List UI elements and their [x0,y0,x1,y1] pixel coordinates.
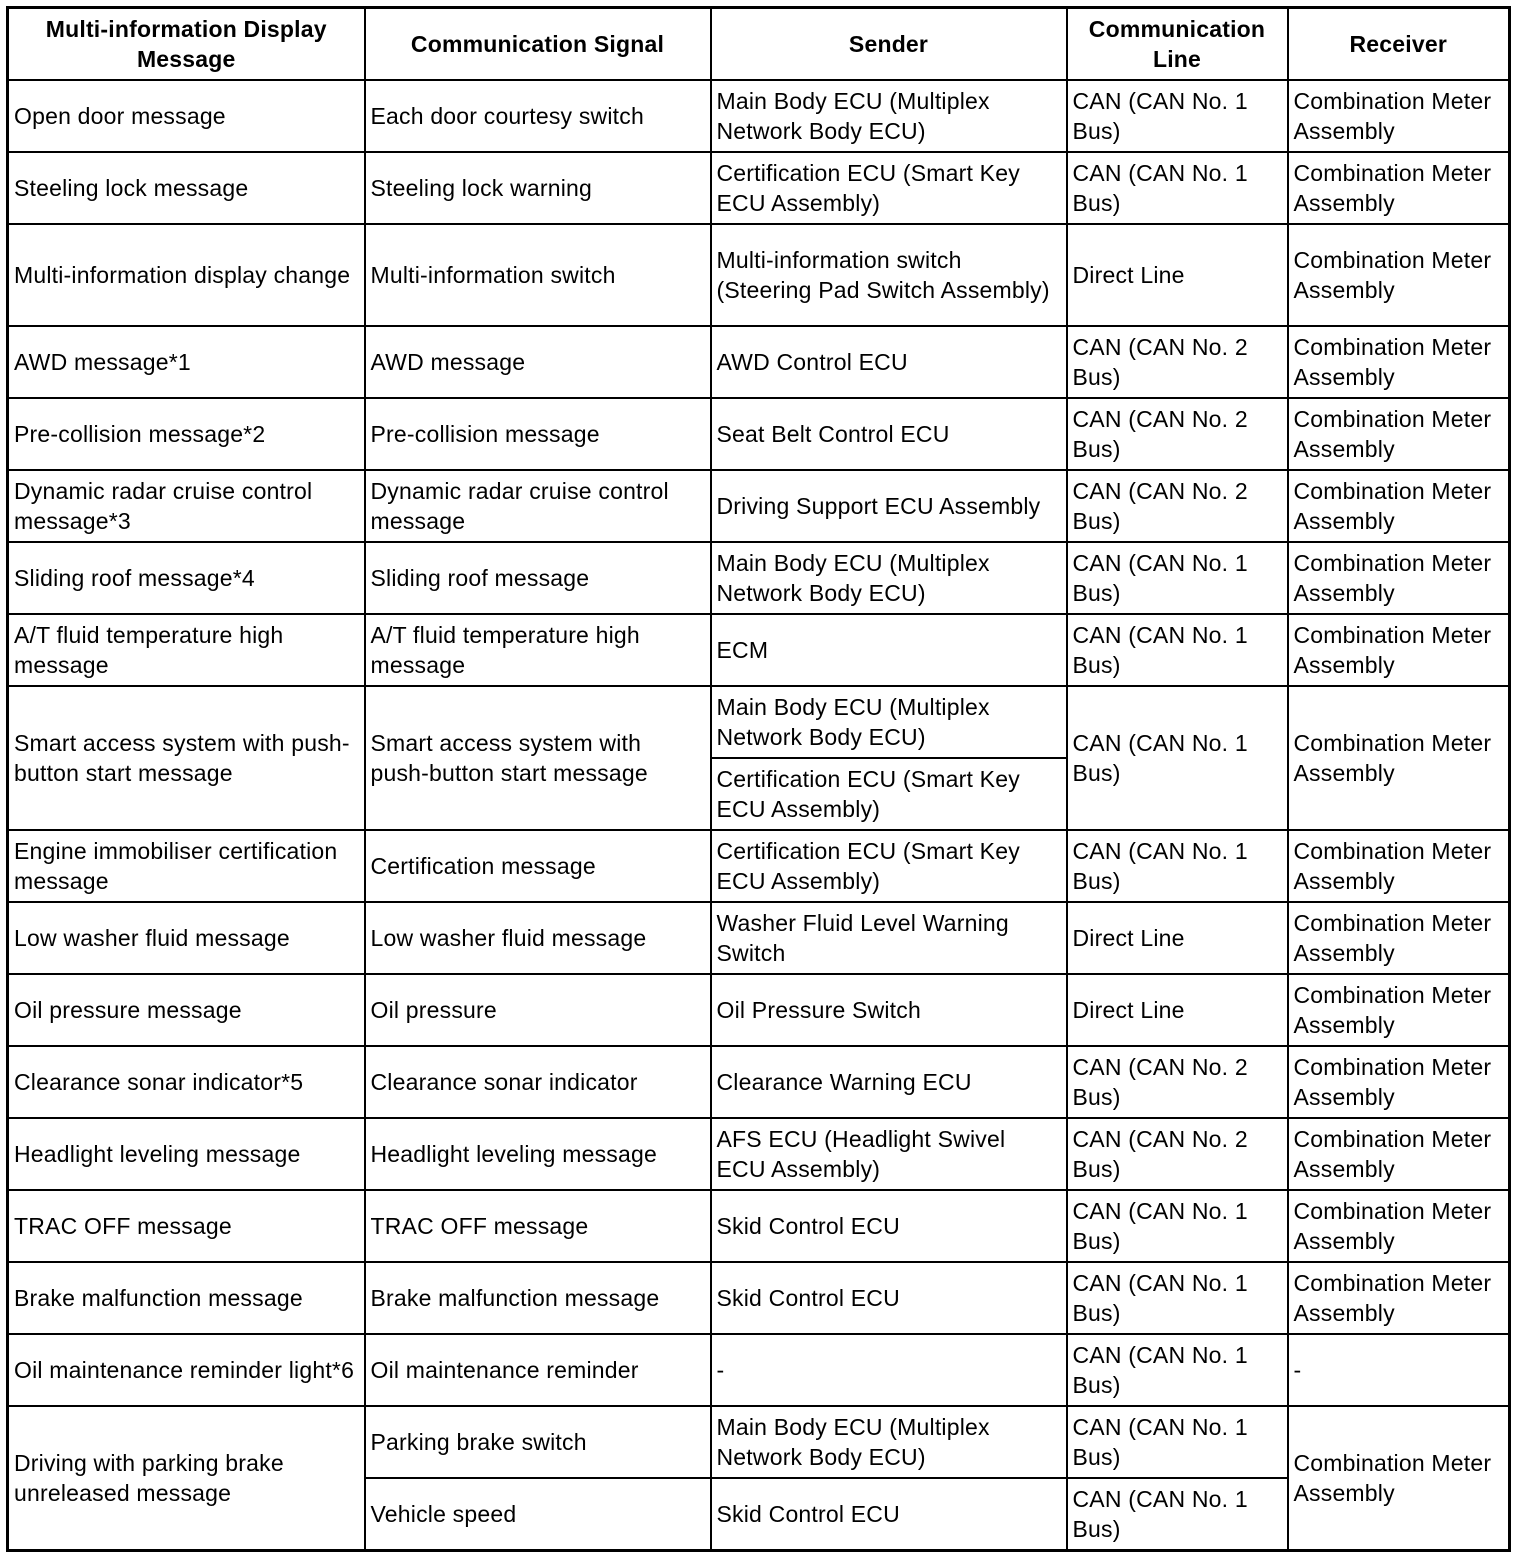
cell-line: CAN (CAN No. 1 Bus) [1067,1478,1288,1551]
cell-signal: Each door courtesy switch [365,80,711,152]
cell-line: CAN (CAN No. 1 Bus) [1067,542,1288,614]
cell-message: Engine immobiliser certification message [8,830,365,902]
cell-message: Low washer fluid message [8,902,365,974]
cell-line: CAN (CAN No. 1 Bus) [1067,830,1288,902]
header-line: Communication Line [1067,8,1288,81]
cell-message: Oil maintenance reminder light*6 [8,1334,365,1406]
cell-signal: AWD message [365,326,711,398]
cell-receiver: Combination Meter Assembly [1288,902,1510,974]
table-row [8,1334,1510,1406]
cell-signal: Vehicle speed [365,1478,711,1551]
table-row [8,1046,1510,1118]
header-receiver: Receiver [1288,8,1510,81]
cell-message: A/T fluid temperature high message [8,614,365,686]
cell-message: Headlight leveling message [8,1118,365,1190]
cell-line: CAN (CAN No. 2 Bus) [1067,398,1288,470]
cell-line: CAN (CAN No. 2 Bus) [1067,470,1288,542]
cell-sender: Clearance Warning ECU [711,1046,1067,1118]
cell-signal: Pre-collision message [365,398,711,470]
cell-sender: Seat Belt Control ECU [711,398,1067,470]
cell-receiver: Combination Meter Assembly [1288,686,1510,830]
cell-signal: Parking brake switch [365,1406,711,1478]
cell-line: CAN (CAN No. 1 Bus) [1067,80,1288,152]
cell-line: CAN (CAN No. 1 Bus) [1067,152,1288,224]
cell-line: CAN (CAN No. 1 Bus) [1067,1334,1288,1406]
cell-receiver: Combination Meter Assembly [1288,398,1510,470]
cell-receiver: Combination Meter Assembly [1288,1406,1510,1551]
cell-message: Multi-information display change [8,224,365,326]
cell-signal: Certification message [365,830,711,902]
cell-signal: Sliding roof message [365,542,711,614]
cell-signal: Low washer fluid message [365,902,711,974]
table-row [8,830,1510,902]
cell-message: Steeling lock message [8,152,365,224]
cell-line: CAN (CAN No. 1 Bus) [1067,1406,1288,1478]
cell-sender: - [711,1334,1067,1406]
cell-sender: Oil Pressure Switch [711,974,1067,1046]
cell-sender: Skid Control ECU [711,1478,1067,1551]
cell-message: AWD message*1 [8,326,365,398]
cell-message: TRAC OFF message [8,1190,365,1262]
cell-sender: Main Body ECU (Multiplex Network Body ECU) [711,80,1067,152]
cell-line: CAN (CAN No. 1 Bus) [1067,614,1288,686]
table-row [8,152,1510,224]
cell-signal: Smart access system with push-button start message [365,686,711,830]
cell-receiver: - [1288,1334,1510,1406]
cell-receiver: Combination Meter Assembly [1288,326,1510,398]
cell-message: Clearance sonar indicator*5 [8,1046,365,1118]
cell-sender: Multi-information switch (Steering Pad Switch Assembly) [711,224,1067,326]
table-row [8,224,1510,326]
cell-message: Brake malfunction message [8,1262,365,1334]
cell-sender: Certification ECU (Smart Key ECU Assembly) [711,152,1067,224]
table-row [8,326,1510,398]
cell-receiver: Combination Meter Assembly [1288,830,1510,902]
cell-message: Sliding roof message*4 [8,542,365,614]
cell-message: Oil pressure message [8,974,365,1046]
cell-receiver: Combination Meter Assembly [1288,80,1510,152]
cell-line: CAN (CAN No. 2 Bus) [1067,326,1288,398]
cell-signal: Dynamic radar cruise control message [365,470,711,542]
cell-sender: AFS ECU (Headlight Swivel ECU Assembly) [711,1118,1067,1190]
cell-sender: Main Body ECU (Multiplex Network Body ECU) [711,542,1067,614]
cell-message: Open door message [8,80,365,152]
cell-sender: Certification ECU (Smart Key ECU Assembly) [711,758,1067,830]
cell-signal: Oil pressure [365,974,711,1046]
table-row [8,1118,1510,1190]
cell-receiver: Combination Meter Assembly [1288,1262,1510,1334]
table-row [8,1262,1510,1334]
cell-sender: Main Body ECU (Multiplex Network Body ECU) [711,1406,1067,1478]
table-row [8,614,1510,686]
cell-sender: Driving Support ECU Assembly [711,470,1067,542]
table-row [8,398,1510,470]
cell-receiver: Combination Meter Assembly [1288,974,1510,1046]
cell-line: CAN (CAN No. 2 Bus) [1067,1118,1288,1190]
message-table [6,6,1511,1552]
table-row [8,902,1510,974]
cell-message: Dynamic radar cruise control message*3 [8,470,365,542]
cell-receiver: Combination Meter Assembly [1288,1118,1510,1190]
table-row [8,974,1510,1046]
cell-signal: Oil maintenance reminder [365,1334,711,1406]
cell-signal: Brake malfunction message [365,1262,711,1334]
cell-line: CAN (CAN No. 2 Bus) [1067,1046,1288,1118]
cell-receiver: Combination Meter Assembly [1288,1046,1510,1118]
header-message: Multi-information Display Message [8,8,365,81]
table-row [8,1406,1510,1478]
cell-sender: Main Body ECU (Multiplex Network Body ECU) [711,686,1067,758]
cell-line: CAN (CAN No. 1 Bus) [1067,686,1288,830]
header-row [8,8,1510,81]
cell-line: Direct Line [1067,902,1288,974]
cell-line: Direct Line [1067,224,1288,326]
table-row [8,1190,1510,1262]
cell-receiver: Combination Meter Assembly [1288,470,1510,542]
table-row [8,470,1510,542]
cell-sender: AWD Control ECU [711,326,1067,398]
table-row [8,686,1510,758]
table-row [8,80,1510,152]
table-row [8,542,1510,614]
cell-receiver: Combination Meter Assembly [1288,224,1510,326]
cell-sender: Skid Control ECU [711,1190,1067,1262]
cell-receiver: Combination Meter Assembly [1288,614,1510,686]
cell-message: Driving with parking brake unreleased message [8,1406,365,1551]
cell-signal: Multi-information switch [365,224,711,326]
cell-receiver: Combination Meter Assembly [1288,152,1510,224]
cell-line: CAN (CAN No. 1 Bus) [1067,1262,1288,1334]
cell-sender: ECM [711,614,1067,686]
cell-line: Direct Line [1067,974,1288,1046]
cell-signal: Clearance sonar indicator [365,1046,711,1118]
cell-signal: A/T fluid temperature high message [365,614,711,686]
cell-signal: Steeling lock warning [365,152,711,224]
cell-message: Pre-collision message*2 [8,398,365,470]
cell-signal: TRAC OFF message [365,1190,711,1262]
cell-receiver: Combination Meter Assembly [1288,1190,1510,1262]
cell-receiver: Combination Meter Assembly [1288,542,1510,614]
header-signal: Communication Signal [365,8,711,81]
cell-sender: Certification ECU (Smart Key ECU Assembly) [711,830,1067,902]
header-sender: Sender [711,8,1067,81]
cell-sender: Washer Fluid Level Warning Switch [711,902,1067,974]
cell-message: Smart access system with push-button start message [8,686,365,830]
cell-signal: Headlight leveling message [365,1118,711,1190]
cell-line: CAN (CAN No. 1 Bus) [1067,1190,1288,1262]
cell-sender: Skid Control ECU [711,1262,1067,1334]
